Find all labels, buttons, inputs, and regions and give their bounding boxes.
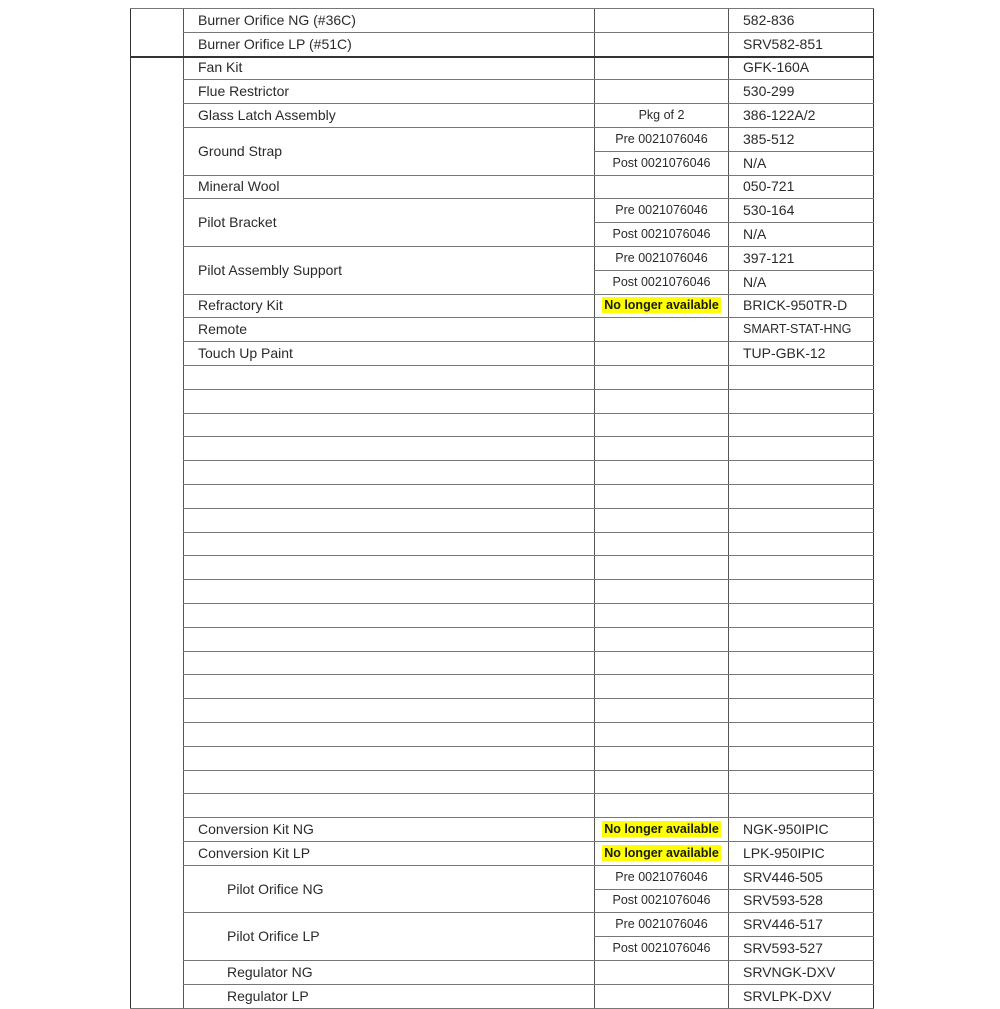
- serial-note: Pre 0021076046: [615, 131, 708, 146]
- part-number: 530-299: [743, 83, 795, 100]
- part-number: SMART-STAT-HNG: [743, 322, 852, 337]
- row-divider: [183, 722, 874, 723]
- part-number: NGK-950IPIC: [743, 821, 829, 838]
- row-divider: [183, 651, 874, 652]
- no-longer-available-badge: No longer available: [604, 822, 719, 837]
- part-description: Regulator LP: [227, 987, 309, 1004]
- part-description: Pilot Assembly Support: [198, 261, 342, 278]
- row-divider: [183, 389, 874, 390]
- part-number: SRVNGK-DXV: [743, 963, 836, 980]
- part-description: Conversion Kit NG: [198, 821, 314, 838]
- part-number: 386-122A/2: [743, 107, 816, 124]
- row-divider: [183, 793, 874, 794]
- part-description: Burner Orifice NG (#36C): [198, 11, 356, 28]
- row-divider: [183, 365, 874, 366]
- availability-note: [595, 841, 728, 865]
- part-number: 385-512: [743, 130, 795, 147]
- serial-note: Post 0021076046: [612, 941, 711, 956]
- no-longer-available-badge: No longer available: [604, 845, 719, 860]
- row-divider: [183, 413, 874, 414]
- part-description: Pilot Orifice LP: [227, 928, 320, 945]
- part-description: Burner Orifice LP (#51C): [198, 35, 352, 52]
- part-number: N/A: [743, 226, 767, 243]
- part-description: Mineral Wool: [198, 178, 280, 195]
- column-divider: [130, 8, 131, 1008]
- serial-note: Pre 0021076046: [615, 917, 708, 932]
- part-number: TUP-GBK-12: [743, 345, 826, 362]
- no-longer-available-badge: No longer available: [604, 298, 719, 313]
- row-divider: [183, 746, 874, 747]
- serial-note: Pre 0021076046: [615, 869, 708, 884]
- part-number: 582-836: [743, 11, 795, 28]
- row-divider: [183, 436, 874, 437]
- row-divider: [183, 627, 874, 628]
- serial-note: Post 0021076046: [612, 227, 711, 242]
- serial-note: Post 0021076046: [612, 155, 711, 170]
- serial-note: Pre 0021076046: [615, 250, 708, 265]
- part-description: Glass Latch Assembly: [198, 107, 336, 124]
- part-description: Touch Up Paint: [198, 345, 293, 362]
- part-number: N/A: [743, 273, 767, 290]
- part-number: SRV446-517: [743, 916, 823, 933]
- row-divider: [183, 770, 874, 771]
- serial-note: Post 0021076046: [612, 893, 711, 908]
- part-number: SRVLPK-DXV: [743, 987, 832, 1004]
- availability-note: [595, 817, 728, 841]
- row-divider: [183, 484, 874, 485]
- part-number: GFK-160A: [743, 59, 810, 76]
- row-divider: [183, 674, 874, 675]
- part-description: Regulator NG: [227, 963, 313, 980]
- serial-note: Post 0021076046: [612, 274, 711, 289]
- part-number: LPK-950IPIC: [743, 844, 825, 861]
- row-divider: [183, 698, 874, 699]
- serial-note: Pkg of 2: [638, 108, 685, 123]
- row-divider: [183, 508, 874, 509]
- part-number: SRV593-528: [743, 892, 823, 909]
- availability-note: [595, 294, 728, 318]
- part-number: N/A: [743, 154, 767, 171]
- part-number: SRV446-505: [743, 868, 823, 885]
- row-divider: [183, 555, 874, 556]
- part-number: SRV582-851: [743, 35, 823, 52]
- row-divider: [183, 579, 874, 580]
- part-description: Ground Strap: [198, 142, 283, 159]
- part-number: 397-121: [743, 249, 795, 266]
- serial-note: Pre 0021076046: [615, 203, 708, 218]
- part-description: Refractory Kit: [198, 297, 283, 314]
- part-description: Conversion Kit LP: [198, 844, 311, 861]
- part-description: Flue Restrictor: [198, 83, 290, 100]
- part-description: Pilot Orifice NG: [227, 880, 324, 897]
- row-divider: [183, 603, 874, 604]
- part-number: BRICK-950TR-D: [743, 297, 848, 314]
- part-description: Fan Kit: [198, 59, 243, 76]
- part-number: 530-164: [743, 202, 795, 219]
- part-description: Pilot Bracket: [198, 214, 277, 231]
- part-number: 050-721: [743, 178, 795, 195]
- row-divider: [183, 532, 874, 533]
- part-description: Remote: [198, 321, 248, 338]
- part-number: SRV593-527: [743, 940, 823, 957]
- row-divider: [183, 460, 874, 461]
